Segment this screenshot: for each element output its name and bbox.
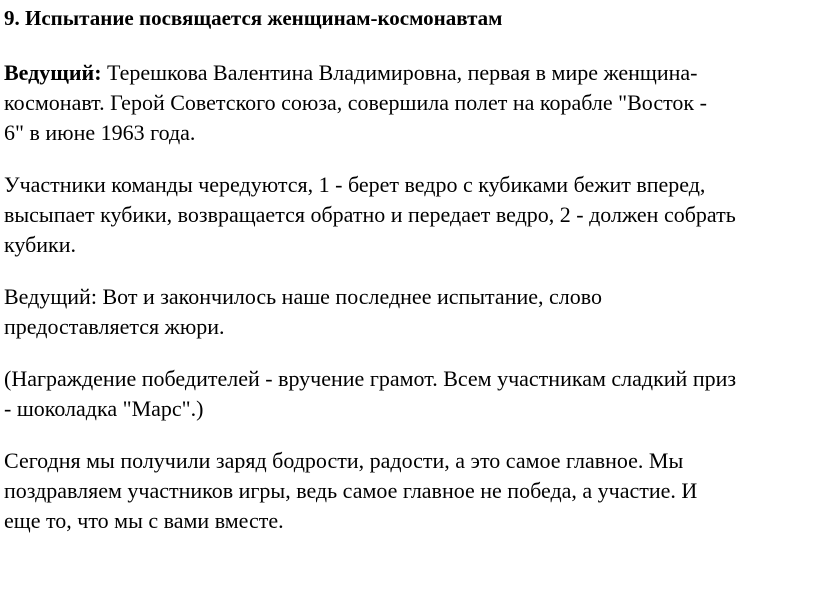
text-fragment: Терешкова Валентина Владимировна, первая в мире женщина- [101,60,698,85]
text-line: Участники команды чередуются, 1 - берет ведро с кубиками бежит вперед, [4,172,706,197]
document-body [4,4,812,558]
paragraph-game-rules [4,170,812,260]
section-heading: 9. Испытание посвящается женщинам-космонавтам [4,6,503,30]
paragraph-host-closing [4,282,812,342]
text-line: предоставляется жюри. [4,314,225,339]
text-line: Ведущий: Вот и закончилось наше последнее испытание, слово [4,284,602,309]
text-line: Сегодня мы получили заряд бодрости, радости, а это самое главное. Мы [4,448,684,473]
text-line: 6" в июне 1963 года. [4,120,196,145]
text-line: - шоколадка "Марс".) [4,396,204,421]
text-line: космонавт. Герой Советского союза, совершила полет на корабле "Восток - [4,90,707,115]
text-line: высыпает кубики, возвращается обратно и передает ведро, 2 - должен собрать [4,202,736,227]
text-line [4,58,812,88]
text-line: поздравляем участников игры, ведь самое главное не победа, а участие. И [4,478,698,503]
text-line: еще то, что мы с вами вместе. [4,508,284,533]
text-line: кубики. [4,232,77,257]
paragraph-host-intro [4,58,812,148]
paragraph-awards [4,364,812,424]
paragraph-conclusion [4,446,812,536]
speaker-label: Ведущий: [4,60,102,85]
text-line: (Награждение победителей - вручение грамот. Всем участникам сладкий приз [4,366,737,391]
